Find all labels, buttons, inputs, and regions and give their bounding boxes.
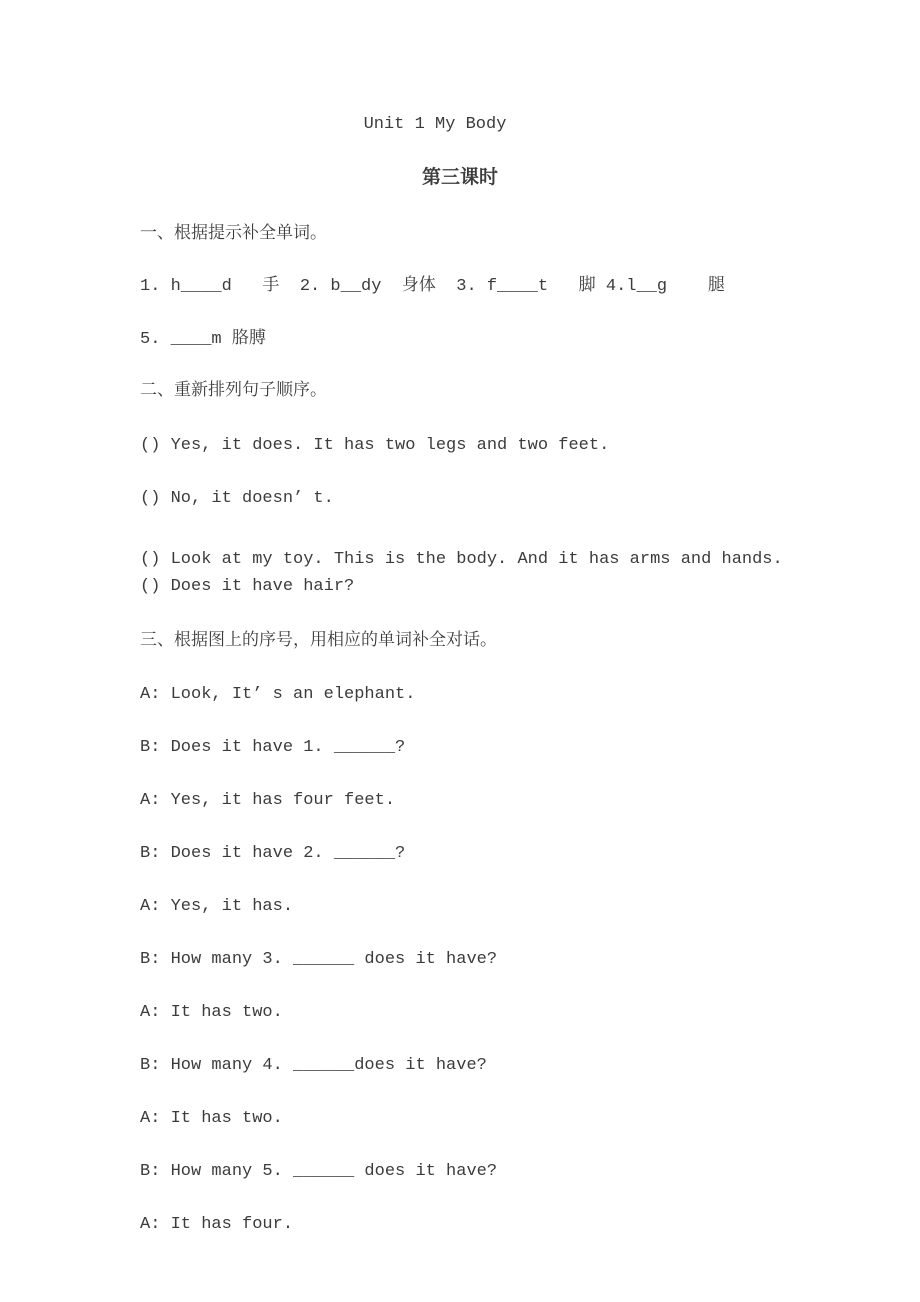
lesson-subtitle: 第三课时 xyxy=(421,167,498,189)
dialog-line: A: Yes, it has. xyxy=(140,897,294,916)
dialog-line: A: It has two. xyxy=(140,1109,283,1128)
reorder-item: () No, it doesn’ t. xyxy=(140,489,334,508)
reorder-item: () Look at my toy. This is the body. And it has arms and hands. xyxy=(140,550,783,569)
section1-word5-line: 5. ____m 胳膊 xyxy=(140,330,266,349)
section2-heading: 二、重新排列句子顺序。 xyxy=(140,382,327,401)
reorder-item: () Does it have hair? xyxy=(140,577,355,596)
dialog-line: A: Yes, it has four feet. xyxy=(140,791,396,810)
dialog-line: B: Does it have 2. ______? xyxy=(140,844,406,863)
dialog-line: B: How many 3. ______ does it have? xyxy=(140,950,498,969)
dialog-line: B: Does it have 1. ______? xyxy=(140,738,406,757)
dialog-line: A: Look, It’ s an elephant. xyxy=(140,685,416,704)
section1-heading: 一、根据提示补全单词。 xyxy=(140,225,327,244)
section3-heading: 三、根据图上的序号，用相应的单词补全对话。 xyxy=(140,632,497,651)
section1-words-line: 1. h____d 手 2. b__dy 身体 3. f____t 脚 4.l__g 腿 xyxy=(140,277,725,296)
page-title: Unit 1 My Body xyxy=(363,115,507,134)
dialog-line: A: It has four. xyxy=(140,1215,294,1234)
reorder-item: () Yes, it does. It has two legs and two feet. xyxy=(140,436,610,455)
dialog-line: B: How many 4. ______does it have? xyxy=(140,1056,487,1075)
dialog-line: A: It has two. xyxy=(140,1003,283,1022)
dialog-line: B: How many 5. ______ does it have? xyxy=(140,1162,498,1181)
